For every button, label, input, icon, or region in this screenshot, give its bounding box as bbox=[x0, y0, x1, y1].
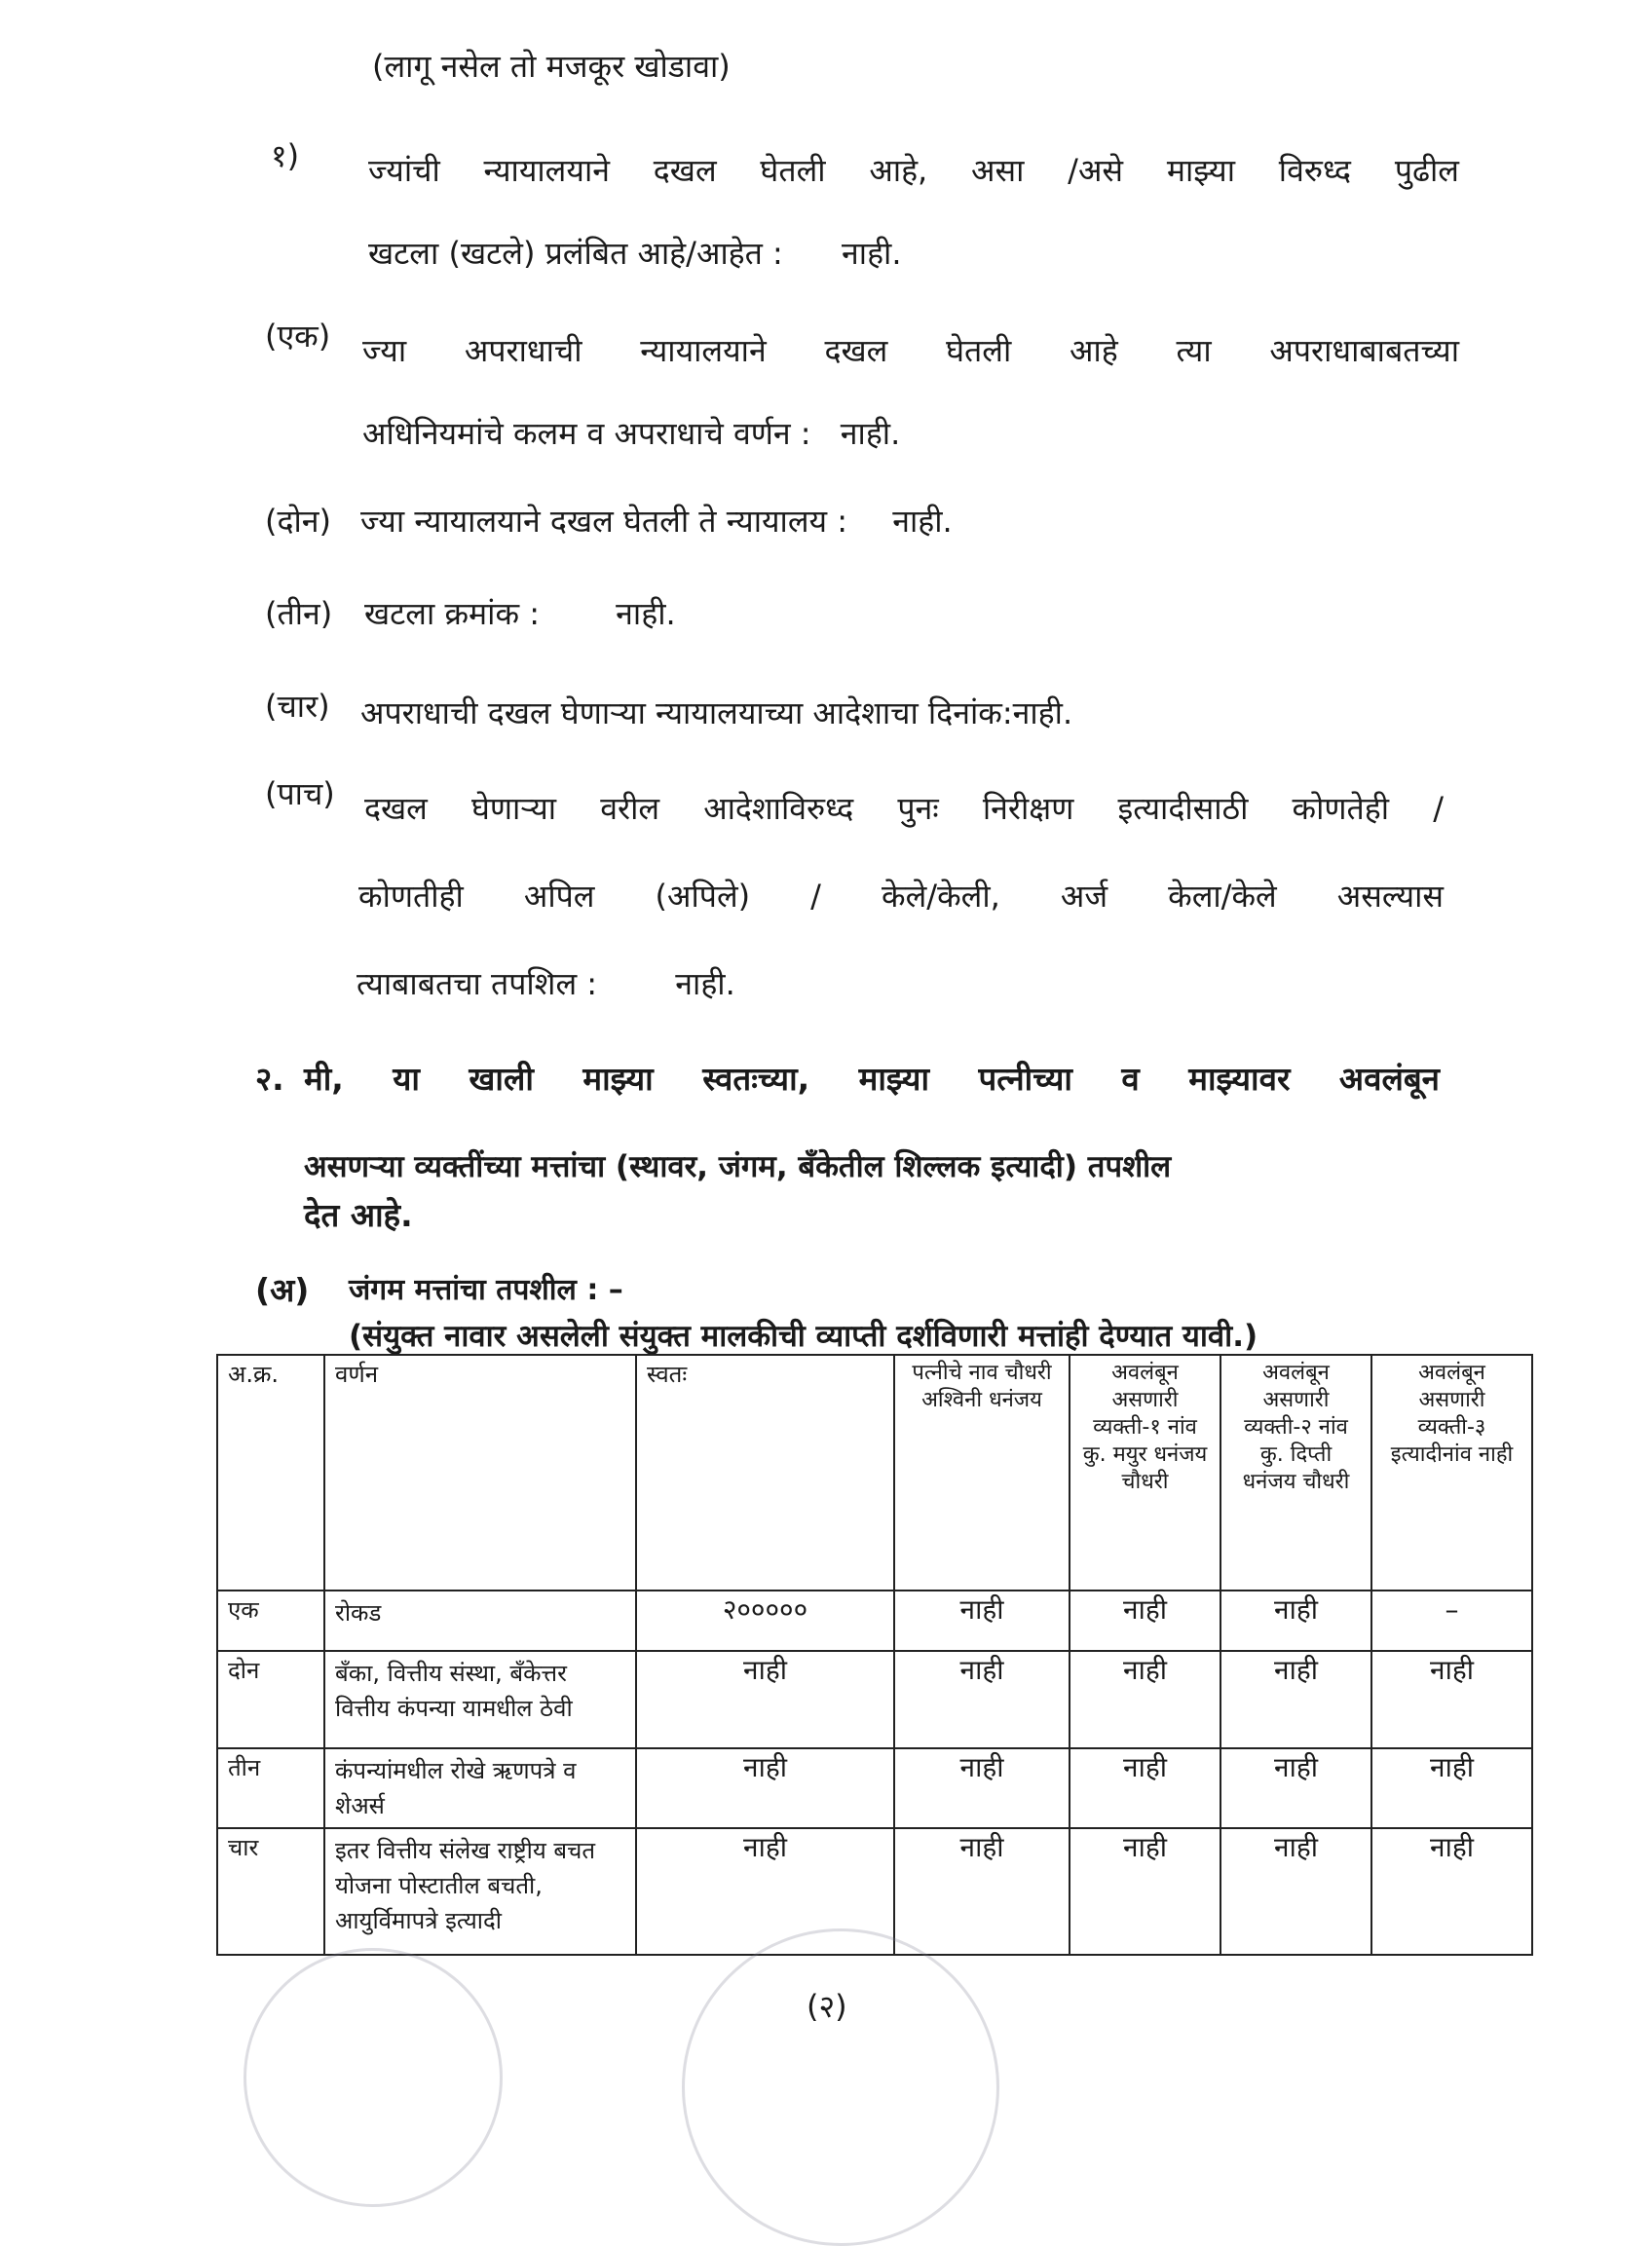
cell-dependent-1: नाही bbox=[1070, 1828, 1220, 1955]
cell-dependent-1: नाही bbox=[1070, 1748, 1220, 1828]
header-dependent-1: अवलंबून असणारी व्यक्ती-१ नांव कु. मयुर धनंजय चौधरी bbox=[1070, 1355, 1220, 1591]
sub4-number: (चार) bbox=[265, 688, 330, 725]
table-header-row bbox=[217, 1355, 1532, 1591]
cell-sr: दोन bbox=[217, 1651, 324, 1748]
official-seal-stamp bbox=[244, 1948, 503, 2207]
section2-line3: देत आहे. bbox=[304, 1196, 413, 1234]
sub5-value: नाही. bbox=[675, 965, 735, 1002]
cell-self: नाही bbox=[636, 1828, 894, 1955]
cell-description: रोकड bbox=[324, 1591, 636, 1651]
cell-dependent-1: नाही bbox=[1070, 1591, 1220, 1651]
cell-self: नाही bbox=[636, 1748, 894, 1828]
cell-description: बँका, वित्तीय संस्था, बँकेत्तर वित्तीय कंपन्या यामधील ठेवी bbox=[324, 1651, 636, 1748]
section2-line2: असणऱ्या व्यक्तींच्या मत्तांचा (स्थावर, जंगम, बँकेतील शिल्लक इत्यादी) तपशील bbox=[304, 1149, 1172, 1184]
sub4-line1: अपराधाची दखल घेणाऱ्या न्यायालयाच्या आदेशाचा दिनांक:नाही. bbox=[360, 694, 1073, 731]
header-description: वर्णन bbox=[324, 1355, 636, 1591]
sub1-value: नाही. bbox=[840, 415, 901, 452]
cell-dependent-3: नाही bbox=[1371, 1651, 1532, 1748]
subsection-a-title: जंगम मत्तांचा तपशील : – bbox=[349, 1273, 623, 1307]
cell-dependent-3: नाही bbox=[1371, 1748, 1532, 1828]
section2-line1: मी, या खाली माझ्या स्वतःच्या, माझ्या पत्नीच्या व माझ्यावर अवलंबून bbox=[304, 1060, 1440, 1098]
sub1-line2-text: अधिनियमांचे कलम व अपराधाचे वर्णन : bbox=[362, 415, 811, 452]
sub5-line3 bbox=[357, 964, 735, 1003]
table-row bbox=[217, 1748, 1532, 1828]
cell-description: इतर वित्तीय संलेख राष्ट्रीय बचत योजना पोस्टातील बचती, आयुर्विमापत्रे इत्यादी bbox=[324, 1828, 636, 1955]
sub5-number: (पाच) bbox=[265, 775, 335, 812]
header-sr: अ.क्र. bbox=[217, 1355, 324, 1591]
item1-line1: ज्यांची न्यायालयाने दखल घेतली आहे, असा /असे माझ्या विरुध्द पुढील bbox=[368, 152, 1459, 189]
table-row bbox=[217, 1651, 1532, 1748]
cell-dependent-2: नाही bbox=[1220, 1651, 1371, 1748]
item1-value: नाही. bbox=[842, 235, 902, 272]
cell-self: २००००० bbox=[636, 1591, 894, 1651]
cell-spouse: नाही bbox=[894, 1651, 1070, 1748]
cell-spouse: नाही bbox=[894, 1828, 1070, 1955]
cell-description: कंपन्यांमधील रोखे ऋणपत्रे व शेअर्स bbox=[324, 1748, 636, 1828]
sub1-number: (एक) bbox=[265, 318, 331, 355]
sub2-value: नाही. bbox=[892, 503, 953, 540]
item1-line2-text: खटला (खटले) प्रलंबित आहे/आहेत : bbox=[368, 235, 783, 272]
header-note: (लागू नसेल तो मजकूर खोडावा) bbox=[372, 48, 731, 85]
cell-self: नाही bbox=[636, 1651, 894, 1748]
sub5-line3-text: त्याबाबतचा तपशिल : bbox=[357, 965, 598, 1002]
cell-dependent-2: नाही bbox=[1220, 1591, 1371, 1651]
cell-dependent-3: नाही bbox=[1371, 1828, 1532, 1955]
movable-assets-table bbox=[216, 1354, 1533, 1956]
sub1-line1: ज्या अपराधाची न्यायालयाने दखल घेतली आहे त्या अपराधाबाबतच्या bbox=[362, 332, 1459, 369]
subsection-a-note: (संयुक्त नावार असलेली संयुक्त मालकीची व्याप्ती दर्शविणारी मत्तांही देण्यात यावी.) bbox=[349, 1319, 1258, 1354]
sub2-number: (दोन) bbox=[265, 503, 332, 540]
cell-spouse: नाही bbox=[894, 1591, 1070, 1651]
cell-dependent-1: नाही bbox=[1070, 1651, 1220, 1748]
cell-sr: एक bbox=[217, 1591, 324, 1651]
section2-number: २. bbox=[255, 1060, 284, 1098]
sub2-line1 bbox=[360, 502, 953, 541]
cell-spouse: नाही bbox=[894, 1748, 1070, 1828]
sub2-line1-text: ज्या न्यायालयाने दखल घेतली ते न्यायालय : bbox=[360, 503, 848, 540]
cell-dependent-3: – bbox=[1371, 1591, 1532, 1651]
cell-dependent-2: नाही bbox=[1220, 1828, 1371, 1955]
sub5-line1: दखल घेणाऱ्या वरील आदेशाविरुध्द पुनः निरीक्षण इत्यादीसाठी कोणतेही / bbox=[364, 790, 1444, 827]
sub1-line2 bbox=[362, 414, 900, 453]
header-self: स्वतः bbox=[636, 1355, 894, 1591]
page-number: (२) bbox=[807, 1988, 847, 2025]
table-row bbox=[217, 1591, 1532, 1651]
cell-sr: चार bbox=[217, 1828, 324, 1955]
item1-number: १) bbox=[271, 137, 300, 174]
cell-dependent-2: नाही bbox=[1220, 1748, 1371, 1828]
sub3-value: नाही. bbox=[616, 595, 676, 632]
item1-line2 bbox=[368, 234, 902, 273]
subsection-a-label: (अ) bbox=[255, 1271, 310, 1309]
header-dependent-2: अवलंबून असणारी व्यक्ती-२ नांव कु. दिप्ती धनंजय चौधरी bbox=[1220, 1355, 1371, 1591]
official-seal-stamp bbox=[682, 1928, 999, 2246]
header-spouse: पत्नीचे नाव चौधरी अश्विनी धनंजय bbox=[894, 1355, 1070, 1591]
sub3-number: (तीन) bbox=[265, 595, 333, 632]
cell-sr: तीन bbox=[217, 1748, 324, 1828]
header-dependent-3: अवलंबून असणारी व्यक्ती-३ इत्यादीनांव नाही bbox=[1371, 1355, 1532, 1591]
sub5-line2: कोणतीही अपिल (अपिले) / केले/केली, अर्ज केला/केले असल्यास bbox=[358, 878, 1444, 915]
sub3-line1 bbox=[364, 594, 676, 633]
sub3-line1-text: खटला क्रमांक : bbox=[364, 595, 540, 632]
